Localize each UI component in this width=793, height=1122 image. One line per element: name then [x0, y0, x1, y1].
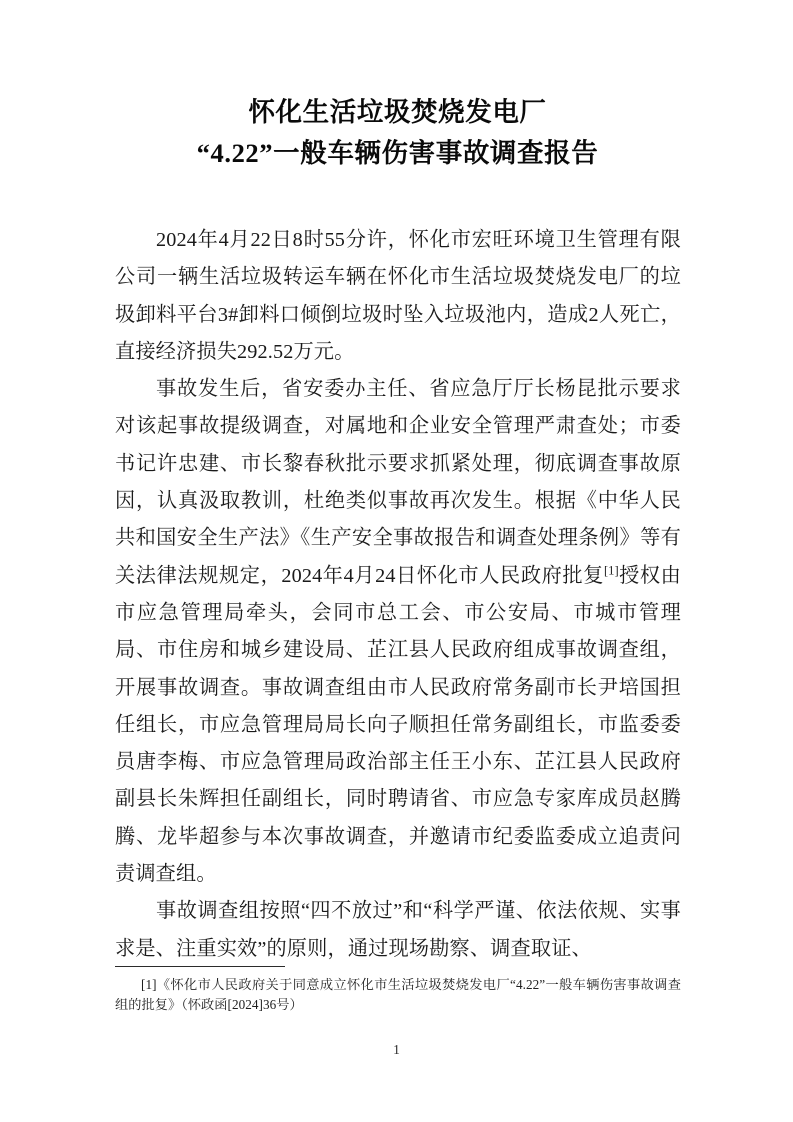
paragraph-3: 事故调查组按照“四不放过”和“科学严谨、依法依规、实事求是、注重实效”的原则，通过现场勘察、调查取证、 [115, 900, 681, 960]
document-body [115, 222, 681, 968]
paragraph-2-text-before-footnote: 事故发生后，省安委办主任、省应急厅厅长杨昆批示要求对该起事故提级调查，对属地和企业安全管理严肃查处；市委书记许忠建、市长黎春秋批示要求抓紧处理，彻底调查事故原因，认真汲取教训，杜绝类似事故再次发生。根据《中华人民共和国安全生产法》《生产安全事故报告和调查处理条例》等有关法律法规规定，2024年4月24日怀化市人民政府批复 [115, 378, 681, 587]
document-title [115, 92, 680, 174]
footnote-reference-marker[interactable]: [1] [604, 562, 619, 577]
paragraph-1: 2024年4月22日8时55分许，怀化市宏旺环境卫生管理有限公司一辆生活垃圾转运车辆在怀化市生活垃圾焚烧发电厂的垃圾卸料平台3#卸料口倾倒垃圾时坠入垃圾池内，造成2人死亡，直接经济损失292.52万元。 [115, 229, 681, 363]
paragraph-2 [115, 371, 681, 893]
footnote-separator-rule [115, 966, 285, 967]
title-line-1: 怀化生活垃圾焚烧发电厂 [248, 97, 547, 127]
page-number: 1 [393, 1042, 400, 1057]
footnote-text: [1]《怀化市人民政府关于同意成立怀化市生活垃圾焚烧发电厂“4.22”一般车辆伤害事故调查组的批复》（怀政函[2024]36号） [115, 977, 681, 1012]
footnote-area [115, 966, 681, 1014]
title-line-2: “4.22”一般车辆伤害事故调查报告 [196, 138, 599, 168]
paragraph-2-text-after-footnote: 授权由市应急管理局牵头，会同市总工会、市公安局、市城市管理局、市住房和城乡建设局、芷江县人民政府组成事故调查组，开展事故调查。事故调查组由市人民政府常务副市长尹培国担任组长，市应急管理局局长向子顺担任常务副组长，市监委委员唐李梅、市应急管理局政治部主任王小东、芷江县人民政府副县长朱辉担任副组长，同时聘请省、市应急专家库成员赵腾腾、龙毕超参与本次事故调查，并邀请市纪委监委成立追责问责调查组。 [115, 564, 681, 886]
